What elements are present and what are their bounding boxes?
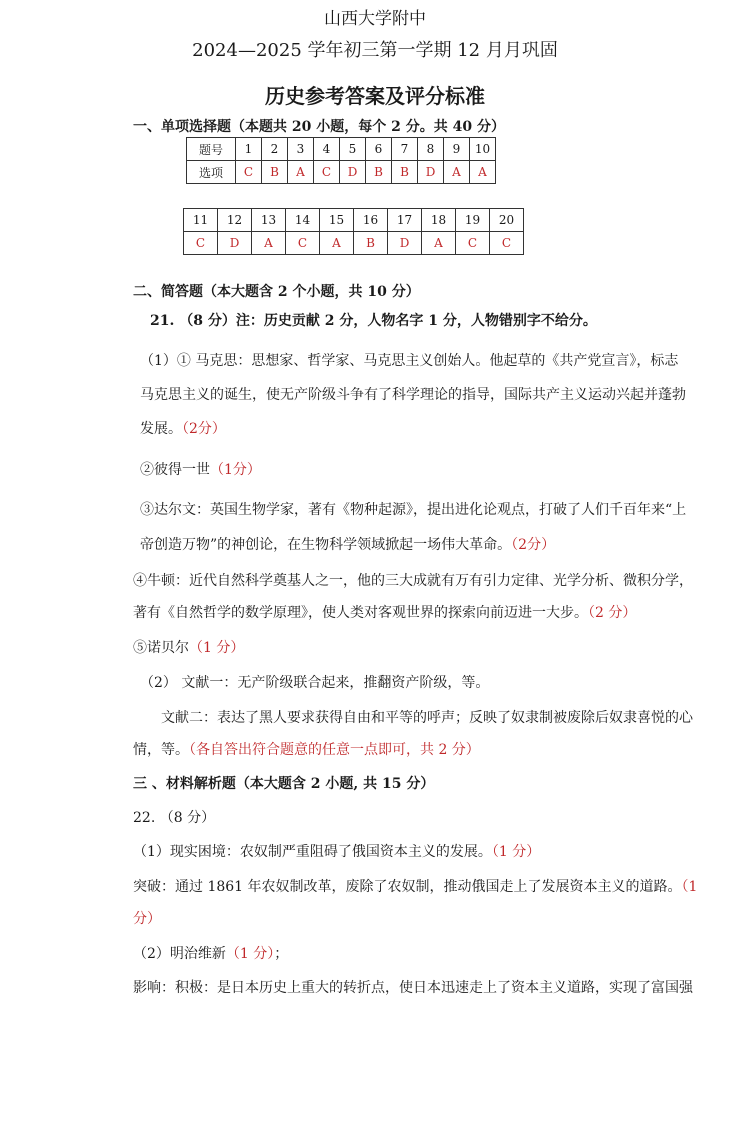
answer-cell: C [184, 232, 218, 255]
answer-line [140, 418, 226, 438]
answer-line [133, 943, 288, 963]
school-name: 山西大学附中 [324, 9, 426, 29]
table-row [187, 161, 496, 184]
answer-text: （2）明治维新 [133, 946, 226, 962]
answer-line: 文献二：表达了黑人要求获得自由和平等的呼声；反映了奴隶制被废除后奴隶喜悦的心 [161, 710, 693, 726]
answer-text: ； [274, 946, 289, 962]
answer-cell: A [470, 161, 496, 184]
answer-line [133, 637, 244, 657]
question-number-cell: 16 [354, 209, 388, 232]
answer-text: ⑤诺贝尔 [133, 640, 189, 656]
score-note: （1 分） [491, 844, 541, 860]
answer-text: 情，等。 [133, 742, 189, 758]
answer-line: 影响：积极：是日本历史上重大的转折点，使日本迅速走上了资本主义道路，实现了富国强 [133, 980, 693, 996]
question-number-cell: 3 [288, 138, 314, 161]
answer-line: ③达尔文：英国生物学家，著有《物种起源》，提出进化论观点，打破了人们千百年来“上 [140, 502, 687, 518]
score-note: （各自答出符合题意的任意一点即可，共 2 分） [189, 742, 480, 758]
question-number-cell: 15 [320, 209, 354, 232]
answer-cell: B [392, 161, 418, 184]
answer-line: （2） 文献一：无产阶级联合起来，推翻资产阶级，等。 [140, 675, 490, 691]
score-note: （1 [681, 879, 698, 895]
answer-cell: C [314, 161, 340, 184]
answer-line: 马克思主义的诞生，使无产阶级斗争有了科学理论的指导，国际共产主义运动兴起并蓬勃 [140, 387, 686, 403]
answer-table-2 [183, 208, 524, 255]
question-number-cell: 17 [388, 209, 422, 232]
score-note: （2分） [182, 421, 226, 437]
answer-cell: B [354, 232, 388, 255]
question-number-cell: 14 [286, 209, 320, 232]
answer-cell: D [388, 232, 422, 255]
table-row [184, 209, 524, 232]
page-title: 历史参考答案及评分标准 [265, 84, 485, 108]
question-number-cell: 9 [444, 138, 470, 161]
question-number-cell: 13 [252, 209, 286, 232]
answer-line [140, 534, 555, 554]
question-number-cell: 8 [418, 138, 444, 161]
score-note: （1 分） [189, 640, 245, 656]
answer-text: 帝创造万物”的神创论，在生物科学领域掀起一场伟大革命。 [140, 537, 512, 553]
answer-cell: A [320, 232, 354, 255]
answer-cell: B [262, 161, 288, 184]
question-number-cell: 12 [218, 209, 252, 232]
answer-table-1 [186, 137, 496, 184]
section3-heading: 三 、材料解析题（本大题含 2 小题, 共 15 分） [133, 776, 435, 792]
score-note: （1 分） [225, 946, 275, 962]
question-number-cell: 2 [262, 138, 288, 161]
question-number-cell: 10 [470, 138, 496, 161]
answer-cell: A [288, 161, 314, 184]
question-number-cell: 4 [314, 138, 340, 161]
score-note: （2分） [511, 537, 556, 553]
q22-heading: 22. （8 分） [133, 810, 216, 826]
answer-cell: C [490, 232, 524, 255]
answer-cell: C [236, 161, 262, 184]
answer-cell: D [218, 232, 252, 255]
table-row [187, 138, 496, 161]
question-number-cell: 18 [422, 209, 456, 232]
answer-text: 发展。 [140, 421, 182, 437]
answer-line [140, 459, 261, 479]
section2-heading: 二、简答题（本大题含 2 个小题，共 10 分） [133, 284, 420, 300]
q21-heading: 21. （8 分）注：历史贡献 2 分，人物名字 1 分，人物错别字不给分。 [150, 313, 597, 329]
answer-cell: B [366, 161, 392, 184]
table-row [184, 232, 524, 255]
answer-text: ②彼得一世 [140, 462, 210, 478]
score-note: （1分） [210, 462, 261, 478]
score-note: （2 分） [588, 605, 637, 621]
answer-line [133, 841, 540, 861]
question-number-cell: 19 [456, 209, 490, 232]
answer-cell: A [252, 232, 286, 255]
answer-line [133, 876, 697, 896]
answer-line [133, 602, 636, 622]
question-number-cell: 5 [340, 138, 366, 161]
answer-text: 突破：通过 1861 年农奴制改革，废除了农奴制，推动俄国走上了发展资本主义的道路。 [133, 879, 682, 895]
row-label-answer: 选项 [187, 161, 236, 184]
answer-cell: D [340, 161, 366, 184]
answer-cell: A [444, 161, 470, 184]
row-label-question: 题号 [187, 138, 236, 161]
answer-text: （1）现实困境：农奴制严重阻碍了俄国资本主义的发展。 [133, 844, 492, 860]
answer-cell: A [422, 232, 456, 255]
answer-cell: C [456, 232, 490, 255]
answer-line [133, 739, 480, 759]
section1-heading: 一、单项选择题（本题共 20 小题，每个 2 分。共 40 分） [133, 119, 505, 135]
question-number-cell: 11 [184, 209, 218, 232]
question-number-cell: 20 [490, 209, 524, 232]
question-number-cell: 6 [366, 138, 392, 161]
question-number-cell: 7 [392, 138, 418, 161]
question-number-cell: 1 [236, 138, 262, 161]
score-note: 分） [133, 911, 161, 927]
answer-cell: C [286, 232, 320, 255]
answer-line: ④牛顿：近代自然科学奠基人之一，他的三大成就有万有引力定律、光学分析、微积分学， [133, 573, 693, 589]
answer-cell: D [418, 161, 444, 184]
answer-text: 著有《自然哲学的数学原理》，使人类对客观世界的探索向前迈进一大步。 [133, 605, 588, 621]
answer-line: （1）① 马克思：思想家、哲学家、马克思主义创始人。他起草的《共产党宣言》，标志 [140, 353, 679, 369]
exam-title: 2024—2025 学年初三第一学期 12 月月巩固 [192, 40, 558, 61]
